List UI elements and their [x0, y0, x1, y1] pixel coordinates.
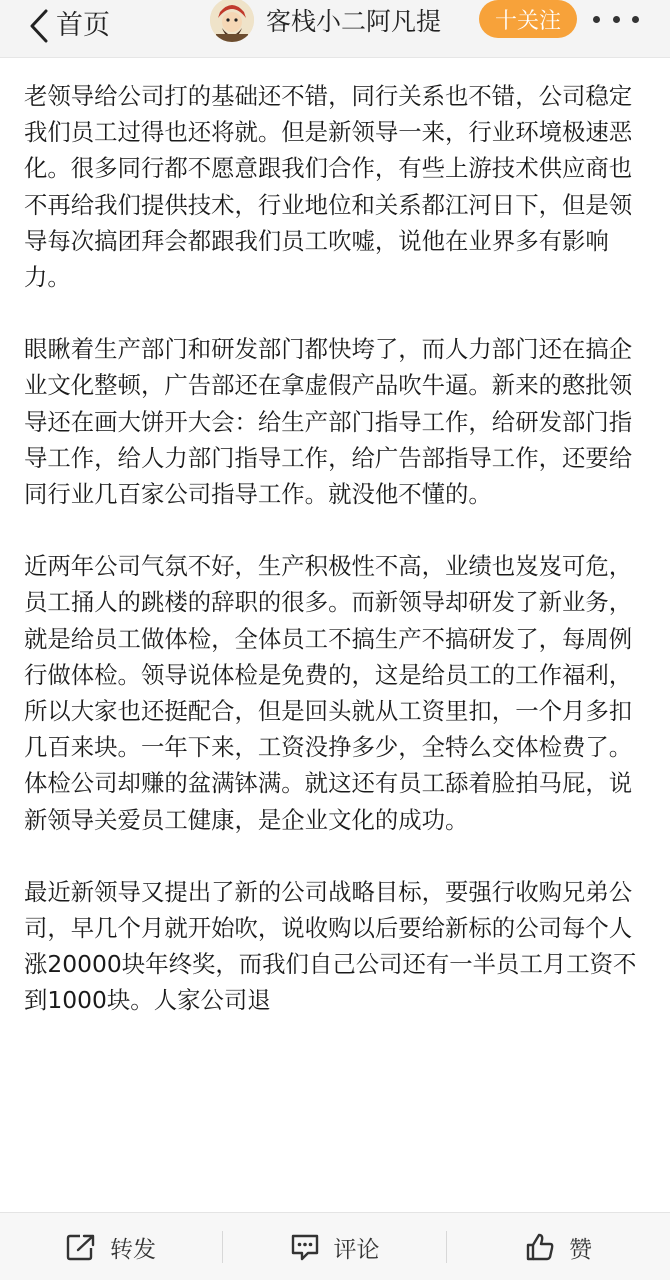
follow-button[interactable]: 十关注	[479, 0, 577, 38]
comment-icon	[290, 1233, 320, 1261]
bottom-action-bar	[0, 1212, 670, 1280]
post-paragraph: 眼瞅着生产部门和研发部门都快垮了，而人力部门还在搞企业文化整顿，广告部还在拿虚假产品吹牛逼。新来的憨批领导还在画大饼开大会：给生产部门指导工作，给研发部门指导工作，给人力部门指导工作，给广告部指导工作，还要给同行业几百家公司指导工作。就没他不懂的。	[24, 335, 633, 509]
top-nav-bar	[0, 0, 670, 58]
post-paragraph: 近两年公司气氛不好，生产积极性不高，业绩也岌岌可危，员工捅人的跳楼的辞职的很多。而新领导却研发了新业务，就是给员工做体检，全体员工不搞生产不搞研发了，每周例行做体检。领导说体检是免费的，这是给员工的工作福利，所以大家也还挺配合，但是回头就从工资里扣，一个月多扣几百来块。一年下来，工资没挣多少，全特么交体检费了。体检公司却赚的盆满钵满。就这还有员工舔着脸拍马屁，说新领导关爱员工健康，是企业文化的成功。	[24, 552, 633, 834]
comment-label: 评论	[333, 1236, 380, 1263]
like-button[interactable]	[447, 1213, 670, 1281]
dot	[593, 16, 600, 23]
post-body	[24, 78, 646, 1055]
dot	[632, 16, 639, 23]
repost-button[interactable]	[0, 1213, 222, 1281]
back-button[interactable]	[30, 6, 110, 46]
avatar-image	[210, 0, 254, 42]
more-options-icon[interactable]	[593, 4, 639, 34]
author-name[interactable]: 客栈小二阿凡提	[266, 7, 442, 36]
chevron-left-icon	[30, 9, 48, 43]
comment-button[interactable]	[223, 1213, 446, 1281]
thumbs-up-icon	[525, 1232, 555, 1262]
share-icon	[66, 1233, 96, 1261]
back-label: 首页	[56, 10, 110, 41]
repost-label: 转发	[110, 1236, 156, 1263]
post-paragraph: 老领导给公司打的基础还不错，同行关系也不错，公司稳定我们员工过得也还将就。但是新领导一来，行业环境极速恶化。很多同行都不愿意跟我们合作，有些上游技术供应商也不再给我们提供技术，行业地位和关系都江河日下，但是领导每次搞团拜会都跟我们员工吹嘘，说他在业界多有影响力。	[24, 82, 633, 292]
dot	[613, 16, 620, 23]
post-paragraph: 最近新领导又提出了新的公司战略目标，要强行收购兄弟公司，早几个月就开始吹，说收购以后要给新标的公司每个人涨20000块年终奖，而我们自己公司还有一半员工月工资不到1000块。人家公司退	[24, 877, 637, 1015]
like-label: 赞	[569, 1236, 592, 1263]
avatar[interactable]	[210, 0, 254, 42]
author-info[interactable]	[210, 0, 441, 40]
